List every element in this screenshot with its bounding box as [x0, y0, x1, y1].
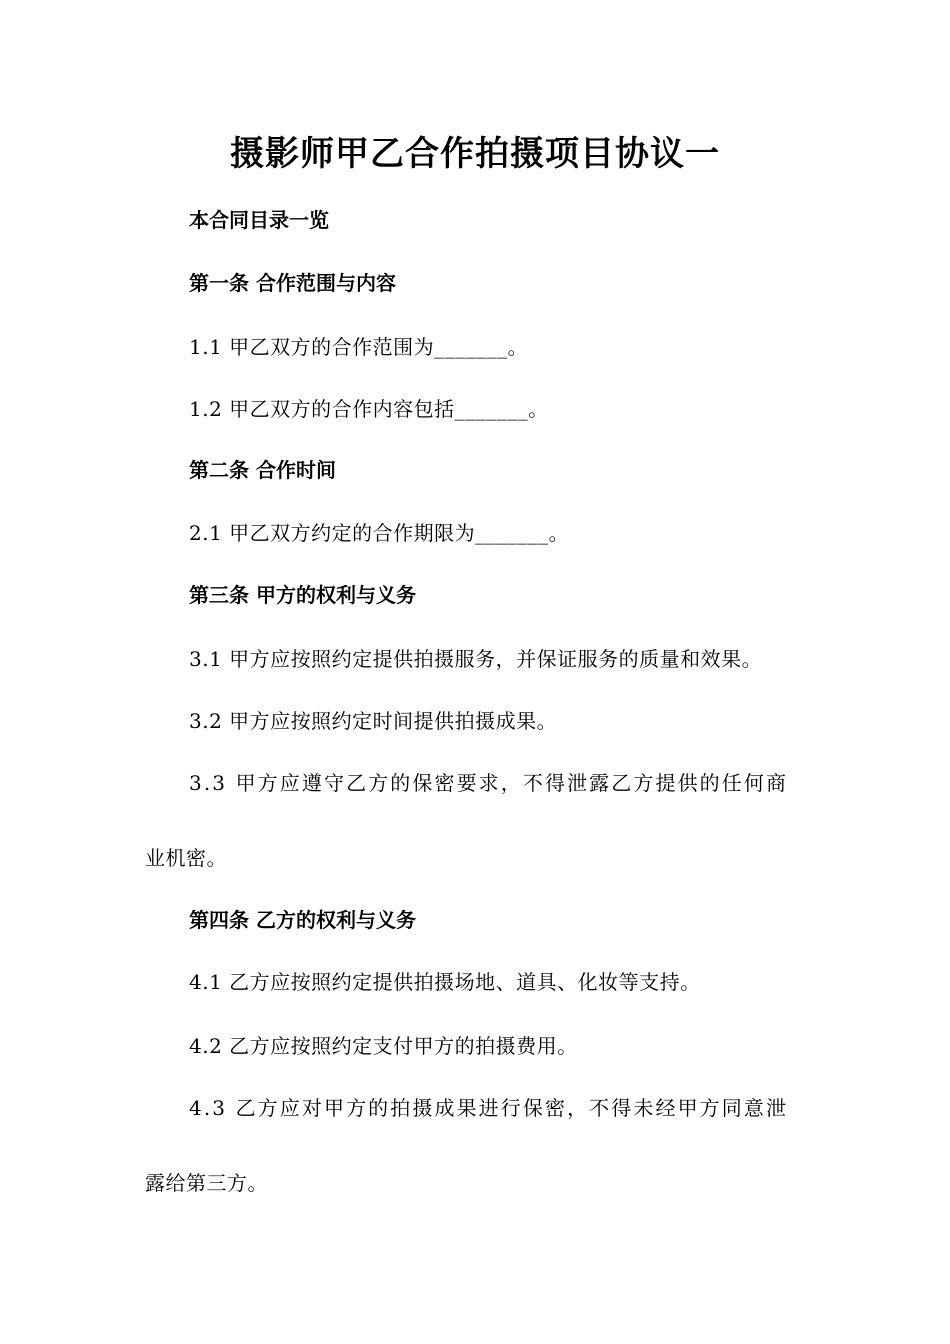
clause-3-2: 3.2 甲方应按照约定时间提供拍摄成果。	[189, 709, 558, 733]
section-heading-1: 第一条 合作范围与内容	[189, 271, 396, 295]
clause-3-3-continuation: 业机密。	[145, 846, 227, 870]
clause-4-2: 4.2 乙方应按照约定支付甲方的拍摄费用。	[189, 1034, 578, 1058]
clause-3-3: 3.3 甲方应遵守乙方的保密要求，不得泄露乙方提供的任何商	[189, 771, 789, 795]
toc-heading: 本合同目录一览	[189, 208, 329, 232]
section-heading-3: 第三条 甲方的权利与义务	[189, 583, 416, 607]
clause-2-1: 2.1 甲乙双方约定的合作期限为_______。	[189, 521, 570, 545]
clause-4-1: 4.1 乙方应按照约定提供拍摄场地、道具、化妆等支持。	[189, 970, 701, 994]
clause-1-2: 1.2 甲乙双方的合作内容包括_______。	[189, 397, 549, 421]
clause-1-1: 1.1 甲乙双方的合作范围为_______。	[189, 335, 529, 359]
section-heading-2: 第二条 合作时间	[189, 458, 336, 482]
clause-3-1: 3.1 甲方应按照约定提供拍摄服务，并保证服务的质量和效果。	[189, 647, 763, 671]
document-title: 摄影师甲乙合作拍摄项目协议一	[230, 134, 720, 174]
clause-4-3: 4.3 乙方应对甲方的拍摄成果进行保密，不得未经甲方同意泄	[189, 1096, 789, 1120]
section-heading-4: 第四条 乙方的权利与义务	[189, 908, 416, 932]
clause-4-3-continuation: 露给第三方。	[145, 1171, 268, 1195]
